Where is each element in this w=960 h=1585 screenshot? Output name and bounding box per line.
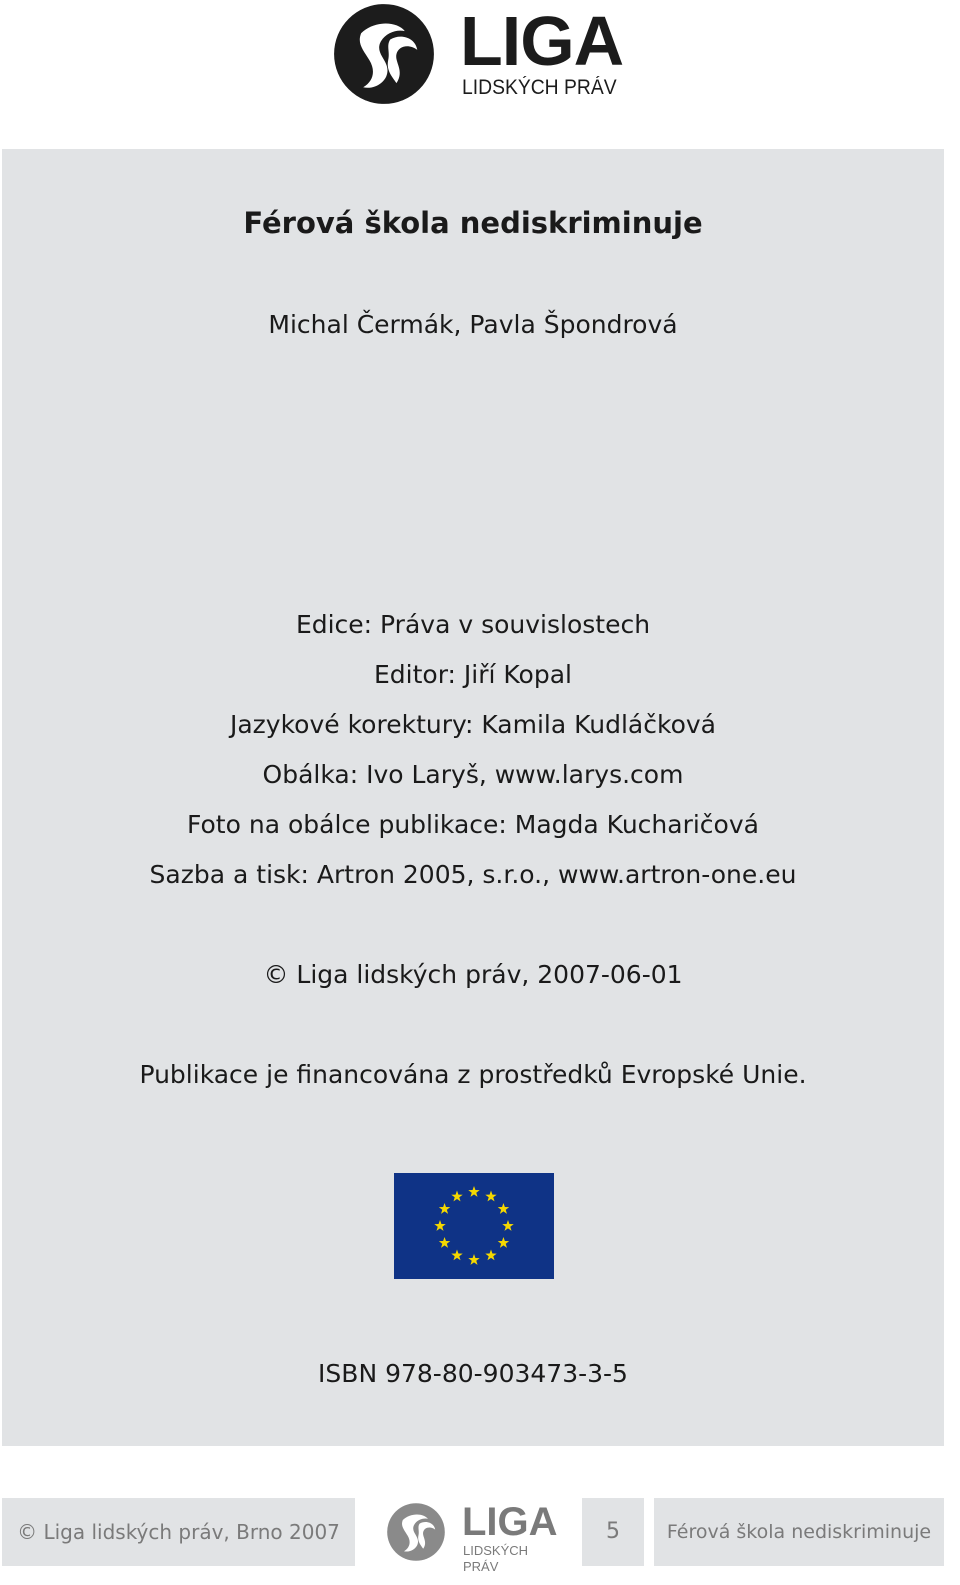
credit-line: Editor: Jiří Kopal (374, 660, 572, 689)
logo-subtitle: LIDSKÝCH PRÁV (462, 76, 617, 99)
hands-logo-icon (332, 2, 436, 106)
imprint-panel (2, 149, 944, 1446)
header-logo (332, 2, 632, 108)
logo-wordmark: LIGA (460, 2, 624, 80)
footer-book-title: Férová škola nediskriminuje (654, 1498, 944, 1566)
funding-line: Publikace je financována z prostředků Evropské Unie. (139, 1060, 807, 1089)
hands-logo-icon (386, 1502, 446, 1562)
credit-line: Sazba a tisk: Artron 2005, s.r.o., www.artron-one.eu (149, 860, 797, 889)
credit-line: Obálka: Ivo Laryš, www.larys.com (262, 760, 684, 789)
footer-copyright: © Liga lidských práv, Brno 2007 (2, 1498, 355, 1566)
eu-flag-icon (394, 1173, 554, 1279)
authors: Michal Čermák, Pavla Špondrová (268, 310, 678, 339)
copyright-line: © Liga lidských práv, 2007-06-01 (263, 960, 683, 989)
book-title: Férová škola nediskriminuje (243, 206, 703, 240)
isbn: ISBN 978-80-903473-3-5 (318, 1359, 628, 1388)
footer-logo (386, 1500, 566, 1574)
footer-logo-subtitle: LIDSKÝCH PRÁV (463, 1543, 529, 1574)
credit-line: Edice: Práva v souvislostech (295, 610, 651, 639)
page-number: 5 (582, 1498, 644, 1566)
credit-line: Foto na obálce publikace: Magda Kucharičová (187, 810, 759, 839)
footer-logo-wordmark: LIGA (462, 1500, 558, 1544)
credit-line: Jazykové korektury: Kamila Kudláčková (229, 710, 716, 739)
